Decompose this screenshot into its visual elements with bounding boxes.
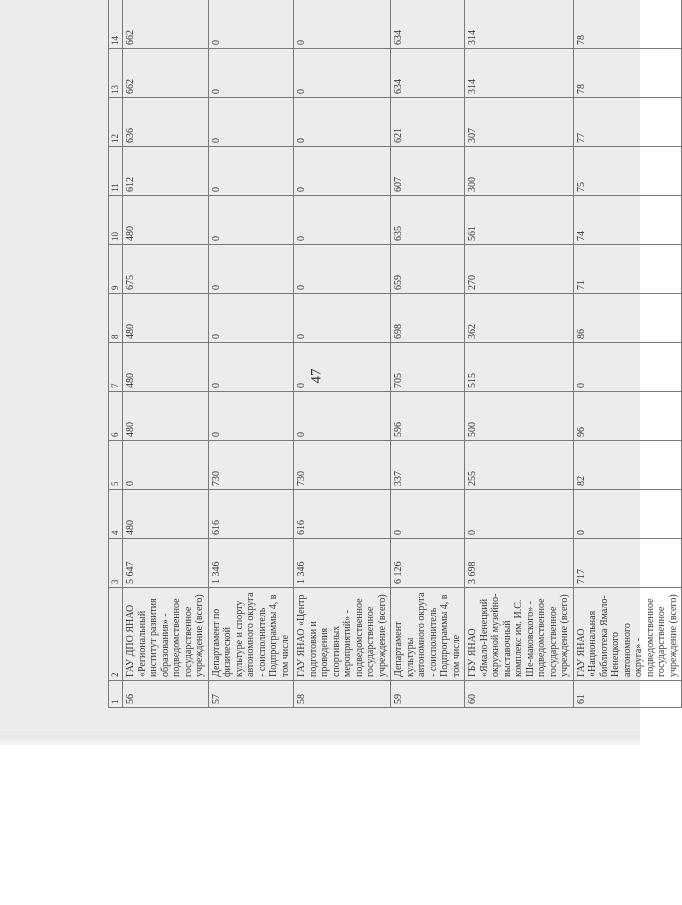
row-number-cell: 60 [465, 681, 574, 708]
col-header: 10 [109, 196, 123, 245]
value-cell: 0 [294, 49, 391, 98]
value-cell: 698 [391, 294, 465, 343]
table-row [123, 0, 209, 708]
table-row [465, 0, 574, 708]
value-cell: 0 [208, 0, 294, 49]
value-cell: 635 [391, 196, 465, 245]
value-cell: 75 [573, 147, 682, 196]
value-cell: 675 [123, 245, 209, 294]
row-number-cell: 58 [294, 681, 391, 708]
value-cell: 0 [294, 245, 391, 294]
value-cell: 0 [465, 490, 574, 539]
value-cell: 314 [465, 0, 574, 49]
col-header: 1 [109, 681, 123, 708]
value-cell: 0 [294, 294, 391, 343]
value-cell: 86 [573, 294, 682, 343]
value-cell: 705 [391, 343, 465, 392]
value-cell: 300 [465, 147, 574, 196]
value-cell: 0 [294, 196, 391, 245]
row-number-cell: 57 [208, 681, 294, 708]
value-cell: 0 [294, 147, 391, 196]
col-header: 6 [109, 392, 123, 441]
organization-name-cell: ГБУ ЯНАО «Ямало-Ненецкий окружной музейно-выставочный комплекс им. И.С. Ше-маковского» - подведомственное государственное учреждение (всего) [465, 588, 574, 681]
value-cell: 500 [465, 392, 574, 441]
budget-table [108, 0, 682, 708]
value-cell: 480 [123, 343, 209, 392]
value-cell: 307 [465, 98, 574, 147]
value-cell: 0 [208, 98, 294, 147]
value-cell: 480 [123, 392, 209, 441]
value-cell: 621 [391, 98, 465, 147]
value-cell: 730 [208, 441, 294, 490]
header-row [109, 0, 123, 708]
organization-name-cell: ГАУ ЯНАО «Национальная библиотека Ямало-Ненецкого автономного округа» - подведомственное государственное учреждение (всего) [573, 588, 682, 681]
value-cell: 362 [465, 294, 574, 343]
organization-name-cell: ГАУ ЯНАО «Центр подготовки и проведения спортивных мероприятий» - подведомственное государственное учреждение (всего) [294, 588, 391, 681]
value-cell: 0 [208, 343, 294, 392]
col-header: 4 [109, 490, 123, 539]
value-cell: 0 [208, 294, 294, 343]
value-cell: 0 [294, 343, 391, 392]
value-cell: 71 [573, 245, 682, 294]
value-cell: 0 [208, 392, 294, 441]
value-cell: 0 [294, 98, 391, 147]
value-cell: 337 [391, 441, 465, 490]
value-cell: 3 698 [465, 539, 574, 588]
value-cell: 607 [391, 147, 465, 196]
value-cell: 270 [465, 245, 574, 294]
table-row [391, 0, 465, 708]
table-row [294, 0, 391, 708]
value-cell: 659 [391, 245, 465, 294]
value-cell: 662 [123, 49, 209, 98]
organization-name-cell: ГАУ ДПО ЯНАО «Региональный институт развития образования» - подведомственное государственное учреждение (всего) [123, 588, 209, 681]
table-body [123, 0, 682, 708]
organization-name-cell: Департамент по физической культуре и спорту автономного округа - соисполнитель Подпрограммы 4, в том числе [208, 588, 294, 681]
value-cell: 636 [123, 98, 209, 147]
value-cell: 480 [123, 196, 209, 245]
col-header: 9 [109, 245, 123, 294]
row-number-cell: 56 [123, 681, 209, 708]
col-header: 13 [109, 49, 123, 98]
col-header: 5 [109, 441, 123, 490]
value-cell: 77 [573, 98, 682, 147]
value-cell: 1 346 [294, 539, 391, 588]
value-cell: 78 [573, 0, 682, 49]
value-cell: 0 [123, 441, 209, 490]
col-header: 12 [109, 98, 123, 147]
value-cell: 314 [465, 49, 574, 98]
value-cell: 0 [294, 392, 391, 441]
value-cell: 0 [208, 196, 294, 245]
value-cell: 0 [573, 490, 682, 539]
value-cell: 596 [391, 392, 465, 441]
value-cell: 634 [391, 0, 465, 49]
value-cell: 5 647 [123, 539, 209, 588]
value-cell: 0 [208, 49, 294, 98]
value-cell: 515 [465, 343, 574, 392]
table-row [573, 0, 682, 708]
value-cell: 634 [391, 49, 465, 98]
col-header: 2 [109, 588, 123, 681]
col-header: 11 [109, 147, 123, 196]
value-cell: 662 [123, 0, 209, 49]
value-cell: 616 [208, 490, 294, 539]
value-cell: 0 [391, 490, 465, 539]
value-cell: 96 [573, 392, 682, 441]
col-header: 7 [109, 343, 123, 392]
value-cell: 730 [294, 441, 391, 490]
value-cell: 78 [573, 49, 682, 98]
row-number-cell: 61 [573, 681, 682, 708]
value-cell: 0 [573, 343, 682, 392]
col-header: 14 [109, 0, 123, 49]
value-cell: 612 [123, 147, 209, 196]
value-cell: 1 346 [208, 539, 294, 588]
value-cell: 82 [573, 441, 682, 490]
col-header: 3 [109, 539, 123, 588]
organization-name-cell: Департамент культуры автономного округа - соисполнитель Подпрограммы 4, в том числе [391, 588, 465, 681]
value-cell: 255 [465, 441, 574, 490]
value-cell: 74 [573, 196, 682, 245]
row-number-cell: 59 [391, 681, 465, 708]
page-number: 47 [308, 368, 325, 384]
col-header: 8 [109, 294, 123, 343]
value-cell: 616 [294, 490, 391, 539]
value-cell: 717 [573, 539, 682, 588]
value-cell: 0 [208, 245, 294, 294]
rotated-table-container [108, 30, 679, 708]
value-cell: 480 [123, 490, 209, 539]
value-cell: 6 126 [391, 539, 465, 588]
table-row [208, 0, 294, 708]
value-cell: 480 [123, 294, 209, 343]
value-cell: 0 [294, 0, 391, 49]
value-cell: 0 [208, 147, 294, 196]
value-cell: 561 [465, 196, 574, 245]
